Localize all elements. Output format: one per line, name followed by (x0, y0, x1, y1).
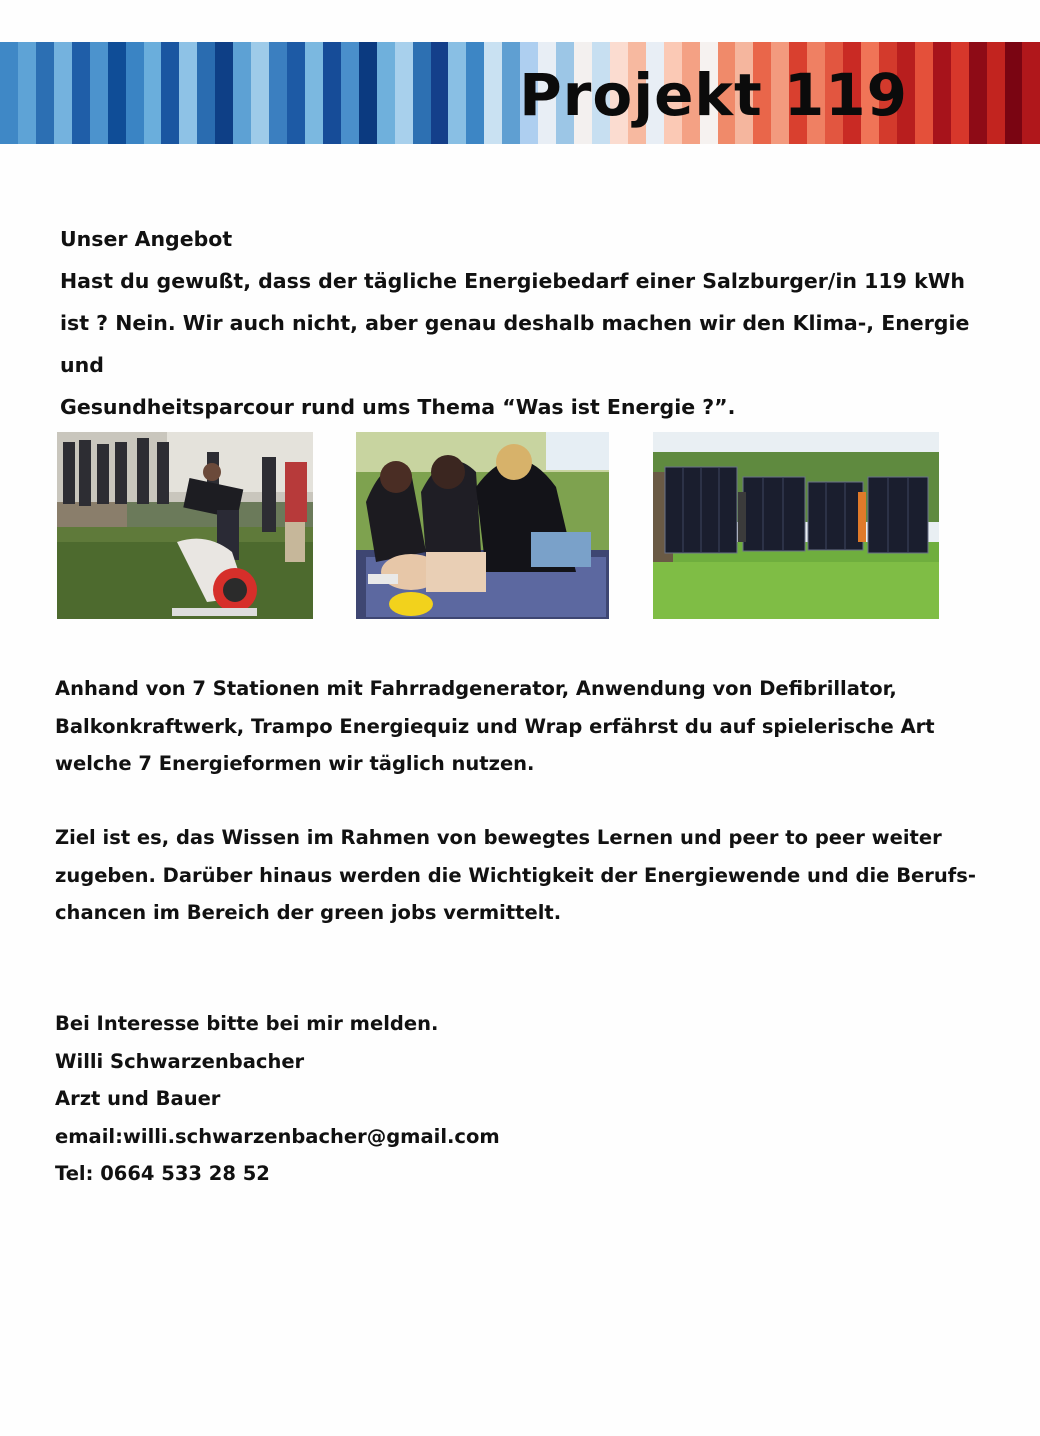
header-banner (0, 42, 1040, 144)
goal-line-1: Ziel ist es, das Wissen im Rahmen von bewegtes Lernen und peer to peer weiter (55, 826, 942, 849)
stripe (18, 42, 36, 144)
stripe (108, 42, 126, 144)
photo-row (0, 432, 1040, 620)
stripe (0, 42, 18, 144)
intro-heading: Unser Angebot (60, 227, 233, 251)
stations-line-3: welche 7 Energieformen wir täglich nutzen. (55, 752, 535, 775)
stripe (969, 42, 987, 144)
goal-line-2: zugeben. Darüber hinaus werden die Wichtigkeit der Energiewende und die Berufs- (55, 863, 976, 887)
contact-block (55, 1005, 755, 1193)
stripe (933, 42, 951, 144)
stripe (36, 42, 54, 144)
stripe (341, 42, 359, 144)
stripe (269, 42, 287, 144)
stripe (90, 42, 108, 144)
stripe (413, 42, 431, 144)
stripe (144, 42, 162, 144)
intro-line-1: Hast du gewußt, dass der tägliche Energiebedarf einer Salzburger/in 119 kWh (60, 269, 965, 293)
stripe (179, 42, 197, 144)
stripe (484, 42, 502, 144)
stripe (197, 42, 215, 144)
stripe (377, 42, 395, 144)
intro-line-3: Gesundheitsparcour rund ums Thema “Was ist Energie ?”. (60, 395, 736, 419)
stations-paragraph (55, 670, 1015, 783)
contact-email[interactable]: email:willi.schwarzenbacher@gmail.com (55, 1124, 500, 1148)
contact-name: Willi Schwarzenbacher (55, 1049, 305, 1073)
stripe (431, 42, 449, 144)
stripe (951, 42, 969, 144)
stripe (305, 42, 323, 144)
fahrradgenerator-photo (57, 432, 313, 619)
stripe (287, 42, 305, 144)
stripe (466, 42, 484, 144)
solar-panels-photo (653, 432, 939, 619)
goal-paragraph (55, 819, 1015, 932)
stripe (54, 42, 72, 144)
page-title: Projekt 119 (519, 61, 908, 129)
stripe (502, 42, 520, 144)
intro-line-2: ist ? Nein. Wir auch nicht, aber genau deshalb machen wir den Klima-, Energie und (60, 311, 970, 377)
stripe (215, 42, 233, 144)
stripe (1005, 42, 1023, 144)
stripe (161, 42, 179, 144)
contact-role: Arzt und Bauer (55, 1087, 221, 1110)
intro-section (60, 218, 1020, 428)
stations-line-1: Anhand von 7 Stationen mit Fahrradgenerator, Anwendung von Defibrillator, (55, 677, 897, 700)
contact-phone[interactable]: Tel: 0664 533 28 52 (55, 1162, 270, 1185)
stations-line-2: Balkonkraftwerk, Trampo Energiequiz und Wrap erfährst du auf spielerische Art (55, 714, 935, 738)
stripe (448, 42, 466, 144)
contact-invitation: Bei Interesse bitte bei mir melden. (55, 1012, 439, 1035)
stripe (987, 42, 1005, 144)
stripe (233, 42, 251, 144)
defibrillator-training-photo (356, 432, 609, 619)
stripe (1022, 42, 1040, 144)
stripe (323, 42, 341, 144)
stripe (915, 42, 933, 144)
stripe (251, 42, 269, 144)
stripe (72, 42, 90, 144)
goal-line-3: chancen im Bereich der green jobs vermittelt. (55, 901, 562, 924)
stripe (395, 42, 413, 144)
stripe (126, 42, 144, 144)
stripe (359, 42, 377, 144)
